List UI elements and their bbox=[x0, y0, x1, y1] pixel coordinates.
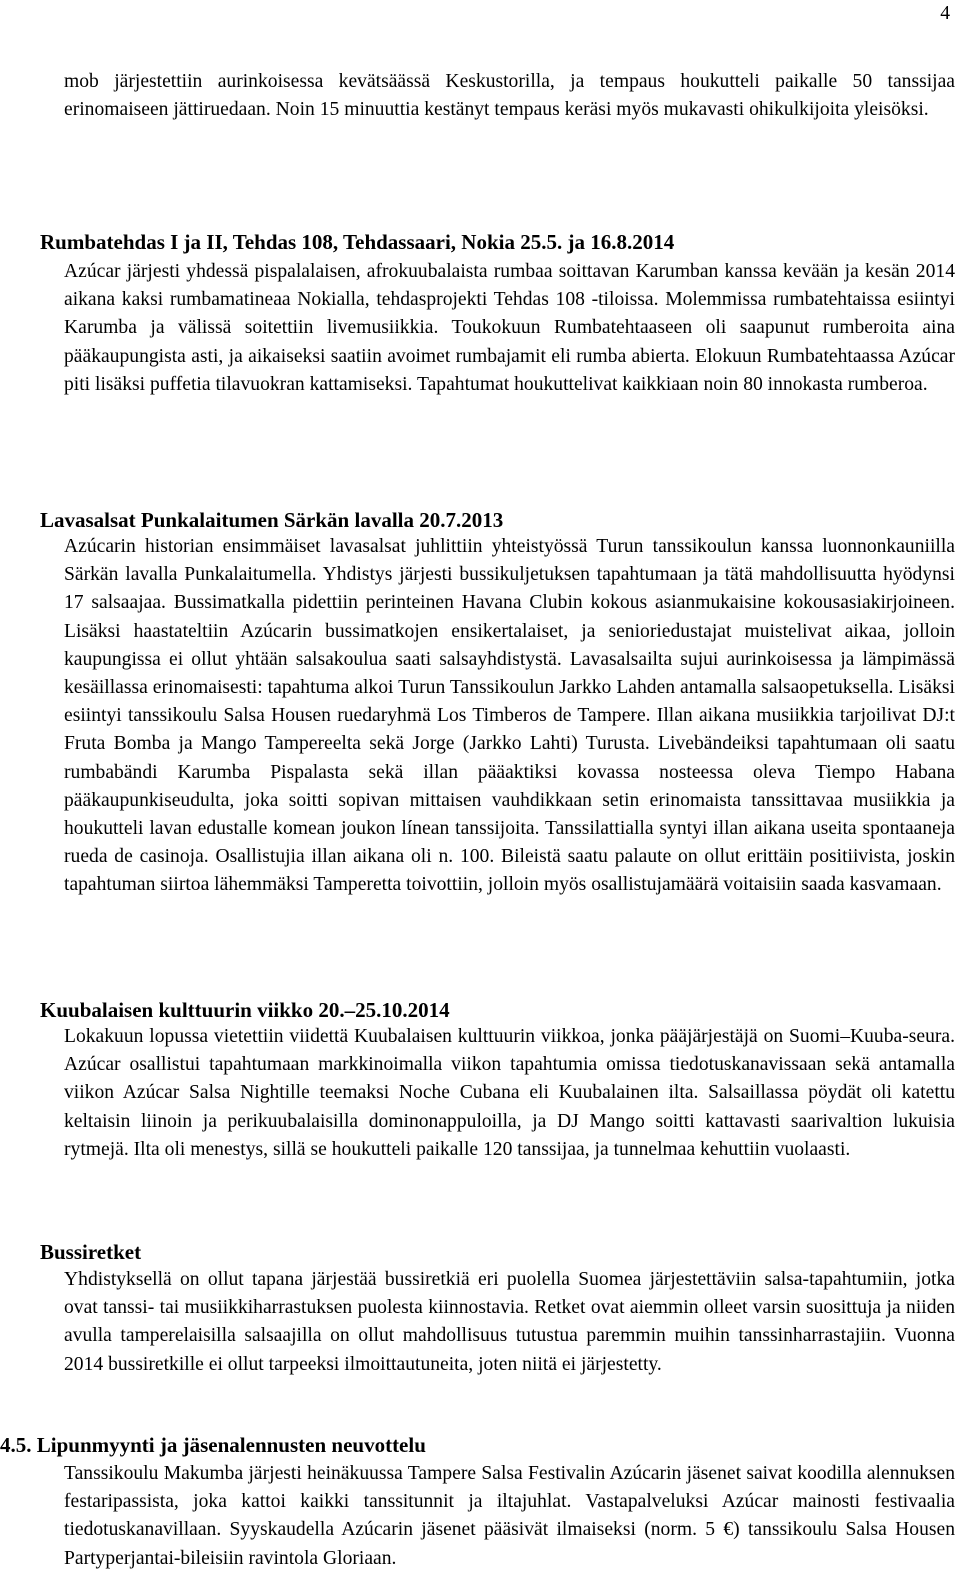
heading-lipunmyynti: 4.5. Lipunmyynti ja jäsenalennusten neuvottelu bbox=[0, 1433, 426, 1457]
paragraph-lavasalsat: Azúcarin historian ensimmäiset lavasalsat juhlittiin yhteistyössä Turun tanssikoulun kanssa luonnonkauniilla Särkän lavalla Punkalaitumella. Yhdistys järjesti bussikuljetuksen tapahtumaan ja tätä mahdollisuutta hyödynsi 17 salsaajaa. Bussimatkalla pidettiin perinteinen Havana Clubin kokous asianmukaisine kokousasiakirjoineen. Lisäksi haastateltiin Azúcarin bussimatkojen ensikertalaiset, ja senioriedustajat muistelivat aikaa, jolloin kaupungissa ei ollut yhtään salsakoulua saati salsayhdistystä. Lavasalsailta sujui aurinkoisessa ja lämpimässä kesäillassa erinomaisesti: tapahtuma alkoi Turun Tanssikoulun Jarkko Lahden antamalla salsaopetuksella. Lisäksi esiintyi tanssikoulu Salsa Housen ruedaryhmä Los Timberos de Tampere. Illan aikana musiikkia tarjoilivat DJ:t Fruta Bomba ja Mango Tampereelta sekä Jorge (Jarkko Lahti) Turusta. Livebändeiksi tapahtumaan oli saatu rumbabändi Karumba Pispalasta sekä illan pääaktiksi kovassa nosteessa oleva Tiempo Habana pääkaupunkiseudulta, joka soitti sopivan mittaisen vauhdikkaan setin erinomaista tanssittavaa musiikkia ja houkutteli lavan edustalle komean joukon línean tanssijoita. Tanssilattialla syntyi illan aikana useita spontaaneja rueda de casinoja. Osallistujia illan aikana oli n. 100. Bileistä saatu palaute on ollut erittäin positiivista, joskin tapahtuman siirtoa lähemmäksi Tamperetta toivottiin, jolloin myös osallistujamäärä voitaisiin saada kasvamaan. bbox=[64, 536, 955, 896]
paragraph-kuubalaisen-kulttuurin-viikko: Lokakuun lopussa vietettiin viidettä Kuubalaisen kulttuurin viikkoa, jonka pääjärjestäjä on Suomi–Kuuba-seura. Azúcar osallistui tapahtumaan markkinoimalla viikon tapahtumia omissa tiedotuskanavissaan sekä antamalla viikon Azúcar Salsa Nightille teemaksi Noche Cubana eli Kuubalainen ilta. Salsaillassa pöydät oli katettu keltaisin liinoin ja perikuubalaisilla dominonappuloilla, ja DJ Mango soitti kattavasti saarivaltion lukuisia rytmejä. Ilta oli menestys, sillä se houkutteli paikalle 120 tanssijaa, ja tunnelmaa kehuttiin vuolaasti. bbox=[64, 1026, 955, 1160]
paragraph-lipunmyynti: Tanssikoulu Makumba järjesti heinäkuussa Tampere Salsa Festivalin Azúcarin jäsenet saivat koodilla alennuksen festaripassista, joka kattoi kaikki tanssitunnit ja iltajuhlat. Vastapalveluksi Azúcar mainosti festivaalia tiedotuskanavillaan. Syyskaudella Azúcarin jäsenet pääsivät ilmaiseksi (norm. 5 €) tanssikoulu Salsa Housen Partyperjantai-bileisiin ravintola Gloriaan. bbox=[64, 1463, 955, 1569]
paragraph-bussiretket: Yhdistyksellä on ollut tapana järjestää bussiretkiä eri puolella Suomea järjestettäviin salsa-tapahtumiin, jotka ovat tanssi- tai musiikkiharrastuksen puolesta kiinnostavia. Retket ovat aiemmin olleet varsin suosittuja ja niiden avulla tamperelaisilla salsaajilla on ollut mahdollisuus tutustua paremmin muihin tanssinharrastajiin. Vuonna 2014 bussiretkille ei ollut tarpeeksi ilmoittautuneita, joten niitä ei järjestetty. bbox=[64, 1269, 955, 1375]
heading-rumbatehdas: Rumbatehdas I ja II, Tehdas 108, Tehdassaari, Nokia 25.5. ja 16.8.2014 bbox=[40, 230, 675, 254]
page-number: 4 bbox=[940, 3, 950, 24]
heading-lavasalsat: Lavasalsat Punkalaitumen Särkän lavalla 20.7.2013 bbox=[40, 508, 504, 532]
heading-kuubalaisen-kulttuurin-viikko: Kuubalaisen kulttuurin viikko 20.–25.10.2014 bbox=[40, 998, 450, 1022]
paragraph-rumbatehdas: Azúcar järjesti yhdessä pispalalaisen, afrokuubalaista rumbaa soittavan Karumban kanssa kevään ja kesän 2014 aikana kaksi rumbamatineaa Nokialla, tehdasprojekti Tehdas 108 -tiloissa. Molemmissa rumbatehtaissa esiintyi Karumba ja välissä soitettiin livemusiikkia. Toukokuun Rumbatehtaaseen oli saapunut rumberoita aina pääkaupungista asti, ja aikaiseksi saatiin avoimet rumbajamit eli rumba abierta. Elokuun Rumbatehtaassa Azúcar piti lisäksi puffetia tilavuokran kattamiseksi. Tapahtumat houkuttelivat kaikkiaan noin 80 innokasta rumberoa. bbox=[64, 261, 955, 395]
paragraph-tanssimob: mob järjestettiin aurinkoisessa kevätsäässä Keskustorilla, ja tempaus houkutteli paikalle 50 tanssijaa erinomaiseen jättiruedaan. Noin 15 minuuttia kestänyt tempaus keräsi myös mukavasti ohikulkijoita yleisöksi. bbox=[64, 71, 955, 121]
heading-bussiretket: Bussiretket bbox=[40, 1240, 142, 1264]
